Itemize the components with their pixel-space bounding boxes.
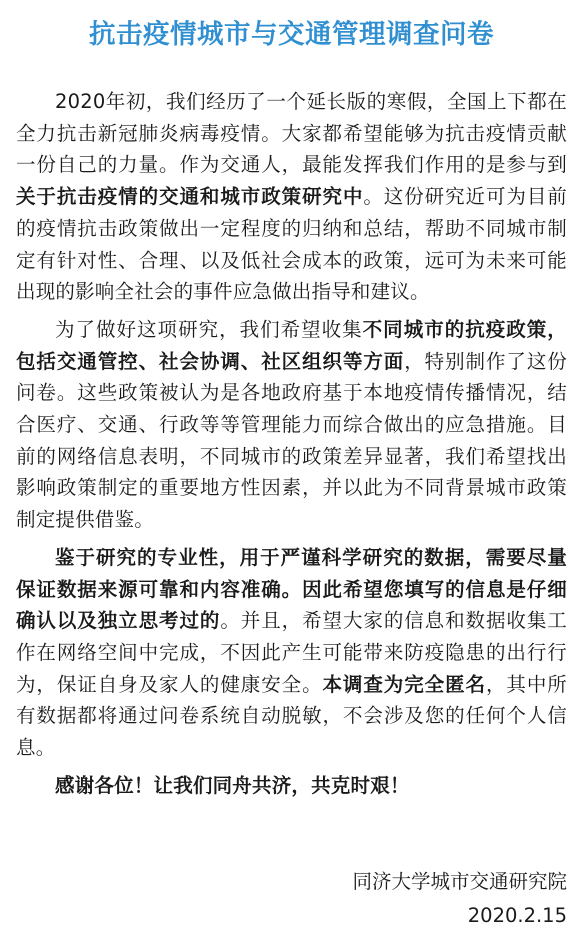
thanks-text: 感谢各位！让我们同舟共济，共克时艰！ — [55, 773, 410, 797]
paragraph-2-text-1: 为了做好这项研究，我们希望收集 — [55, 317, 363, 341]
signature-date: 2020.2.15 — [467, 904, 567, 927]
page-title: 抗击疫情城市与交通管理调查问卷 — [89, 19, 494, 50]
intro-paragraph-3 — [16, 542, 567, 764]
paragraph-2-text-2: ，特别制作了这份问卷。这些政策被认为是各地政府基于本地疫情传播情况，结合医疗、交通、行政等等管理能力而综合做出的应急措施。目前的网络信息表明，不同城市的政策差异显著，我们希望找出影响政策制定的重要地方性因素，并以此为不同背景城市政策制定提供借鉴。 — [16, 349, 567, 532]
paragraph-3-text-1: 。并且，希望大家的信息和数据收集工作在网络空间中完成，不因此产生可能带来防疫隐患的出行行为，保证自身及家人的健康安全。 — [16, 609, 567, 696]
paragraph-3-bold-2: 本调查为完全匿名 — [322, 672, 486, 696]
paragraph-1-text-1: 2020年初，我们经历了一个延长版的寒假，全国上下都在全力抗击新冠肺炎病毒疫情。大家都希望能够为抗击疫情贡献一份自己的力量。作为交通人，最能发挥我们作用的是参与到 — [16, 90, 567, 177]
paragraph-3-text-2: ，其中所有数据都将通过问卷系统自动脱敏，不会涉及您的任何个人信息。 — [16, 672, 567, 760]
paragraph-2-bold-1: 不同城市的抗疫政策，包括交通管控、社会协调、社区组织等方面 — [16, 317, 567, 373]
intro-paragraph-2 — [16, 314, 567, 536]
intro-paragraph-4 — [16, 770, 567, 802]
paragraph-1-text-2: 。这份研究近可为目前的疫情抗击政策做出一定程度的归纳和总结，帮助不同城市制定有针对性、合理、以及低社会成本的政策，远可为未来可能出现的影响全社会的事件应急做出指导和建议。 — [16, 185, 567, 304]
intro-body — [16, 86, 567, 801]
paragraph-1-bold-1: 关于抗击疫情的交通和城市政策研究中 — [16, 185, 364, 209]
paragraph-3-bold-1: 鉴于研究的专业性，用于严谨科学研究的数据，需要尽量保证数据来源可靠和内容准确。因此希望您填写的信息是仔细确认以及独立思考过的 — [16, 545, 567, 633]
intro-paragraph-1 — [16, 86, 567, 308]
signature-organization: 同济大学城市交通研究院 — [352, 870, 567, 893]
